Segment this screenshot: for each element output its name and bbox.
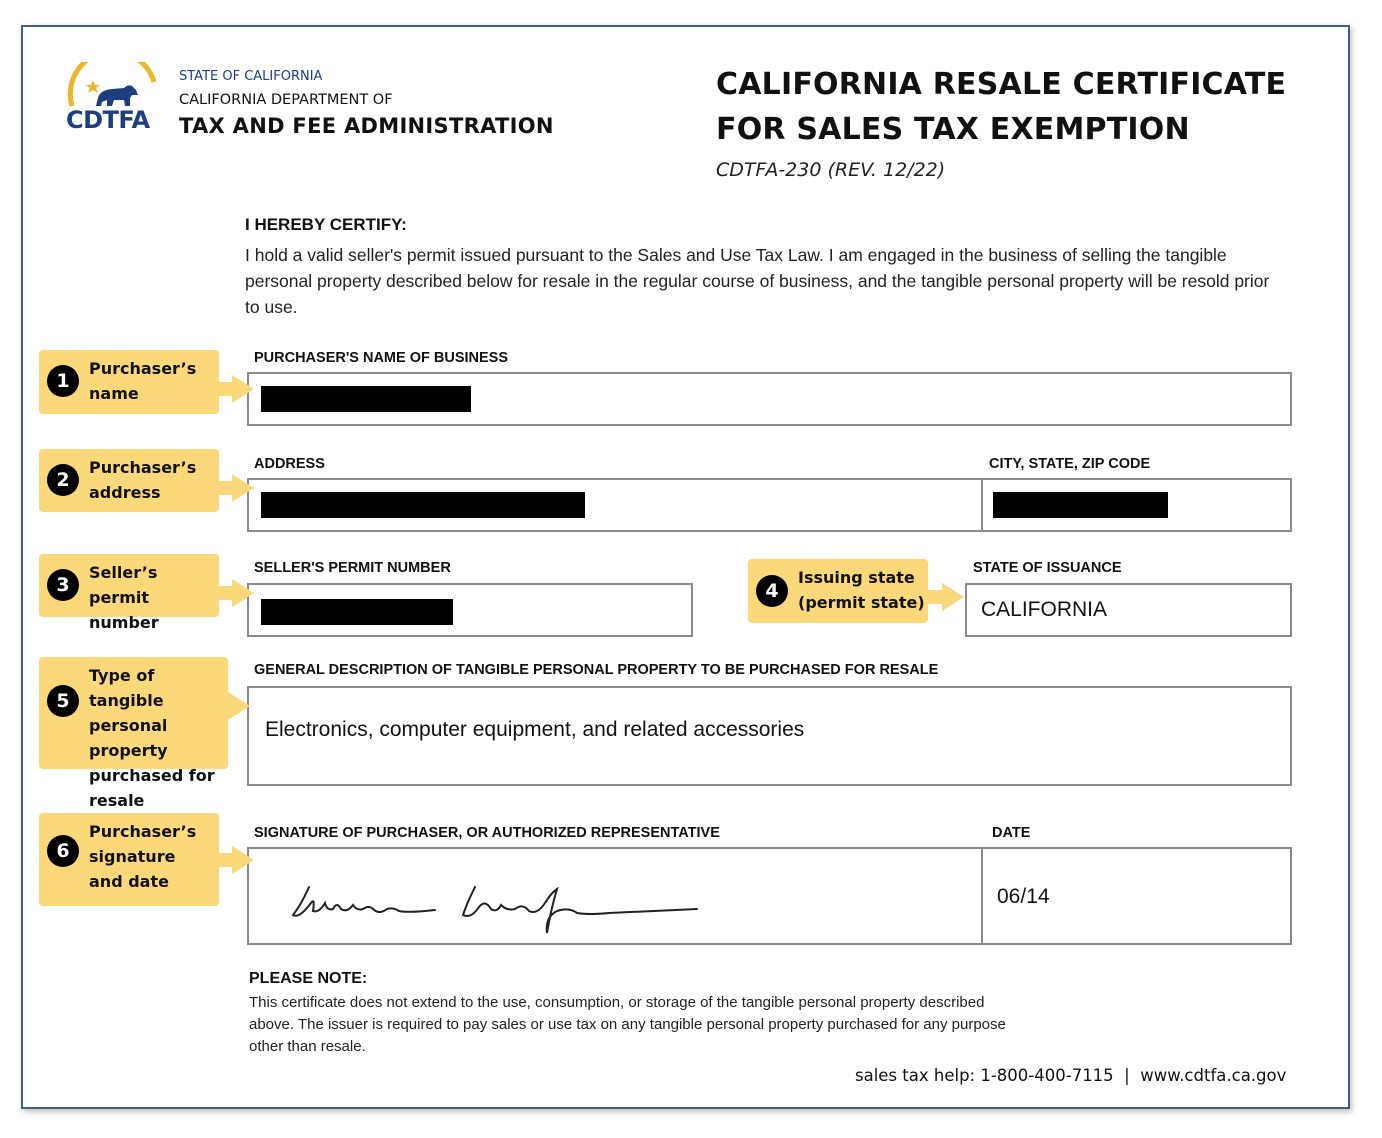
callout-purchaser-address [39, 449, 219, 512]
callout-arrow-icon [232, 474, 254, 502]
state-of-issuance-field[interactable] [965, 583, 1292, 637]
cdtfa-logo [66, 62, 161, 140]
footer-help: sales tax help: 1-800-400-7115 | www.cdtfa.ca.gov [855, 1066, 1287, 1085]
logo-text: CDTFA [66, 106, 150, 134]
callout-purchaser-name [39, 350, 219, 414]
redaction-bar [261, 599, 453, 625]
form-title-line1: CALIFORNIA RESALE CERTIFICATE [716, 67, 1287, 102]
permit-number-label: SELLER'S PERMIT NUMBER [254, 560, 451, 576]
callout-issuing-state [748, 559, 928, 623]
callout-text: Seller’s permit number [89, 563, 159, 632]
callout-arrow-icon [228, 692, 250, 720]
certify-text: I hold a valid seller's permit issued pursuant to the Sales and Use Tax Law. I am engaged in the business of selling the tangible personal property described below for resale in the regular course of business, and the tangible personal property will be resold prior to use. [245, 245, 1270, 317]
redaction-bar [261, 386, 471, 412]
callout-property-type [39, 657, 228, 810]
date-label: DATE [992, 825, 1031, 841]
callout-number: 6 [47, 835, 79, 867]
callout-signature-date [39, 813, 219, 906]
callout-permit-number [39, 554, 219, 632]
form-title-line2: FOR SALES TAX EXEMPTION [716, 112, 1190, 147]
handwritten-signature [279, 853, 739, 943]
callout-number: 4 [756, 575, 788, 607]
signature-field[interactable] [247, 847, 983, 945]
agency-name: TAX AND FEE ADMINISTRATION [179, 114, 554, 138]
callout-number: 1 [47, 365, 79, 397]
callout-text: Purchaser’s address [89, 458, 197, 502]
description-field[interactable] [247, 686, 1292, 786]
callout-text: Purchaser’s name [89, 359, 197, 403]
redaction-bar [261, 492, 585, 518]
state-of-issuance-value: CALIFORNIA [981, 598, 1108, 621]
agency-state: STATE OF CALIFORNIA [179, 69, 323, 84]
purchaser-name-label: PURCHASER'S NAME OF BUSINESS [254, 350, 509, 366]
callout-arrow-icon [232, 846, 254, 874]
callout-number: 2 [47, 464, 79, 496]
certify-heading: I HEREBY CERTIFY: [245, 215, 407, 234]
callout-text: Issuing state (permit state) [798, 568, 925, 612]
callout-number: 5 [47, 685, 79, 717]
purchaser-name-field[interactable] [247, 372, 1292, 426]
callout-arrow-stem [219, 481, 233, 495]
callout-number: 3 [47, 569, 79, 601]
form-page [21, 25, 1350, 1109]
form-number: CDTFA-230 (REV. 12/22) [716, 159, 946, 181]
note-text: This certificate does not extend to the use, consumption, or storage of the tangible personal property described above. The issuer is required to pay sales or use tax on any tangible personal property purchased for any purpose other than resale. [249, 994, 1006, 1055]
agency-department: CALIFORNIA DEPARTMENT OF [179, 92, 393, 108]
callout-arrow-icon [942, 583, 964, 611]
redaction-bar [993, 492, 1168, 518]
description-value: Electronics, computer equipment, and related accessories [265, 718, 805, 741]
description-label: GENERAL DESCRIPTION OF TANGIBLE PERSONAL PROPERTY TO BE PURCHASED FOR RESALE [254, 662, 939, 678]
signature-label: SIGNATURE OF PURCHASER, OR AUTHORIZED REPRESENTATIVE [254, 825, 720, 841]
callout-arrow-stem [219, 586, 233, 600]
date-field[interactable] [981, 847, 1292, 945]
callout-text: Purchaser’s signature and date [89, 822, 197, 891]
city-state-zip-field[interactable] [981, 478, 1292, 532]
city-state-zip-label: CITY, STATE, ZIP CODE [989, 456, 1151, 472]
callout-arrow-icon [232, 375, 254, 403]
date-value: 06/14 [997, 885, 1050, 908]
permit-number-field[interactable] [247, 583, 693, 637]
address-label: ADDRESS [254, 456, 325, 472]
callout-text: Type of tangible personal property purchased for resale [89, 666, 215, 810]
address-field[interactable] [247, 478, 983, 532]
bear-logo-icon [66, 62, 161, 112]
callout-arrow-icon [232, 579, 254, 607]
callout-arrow-stem [219, 853, 233, 867]
note-heading: PLEASE NOTE: [249, 970, 368, 987]
state-of-issuance-label: STATE OF ISSUANCE [973, 560, 1122, 576]
callout-arrow-stem [219, 382, 233, 396]
